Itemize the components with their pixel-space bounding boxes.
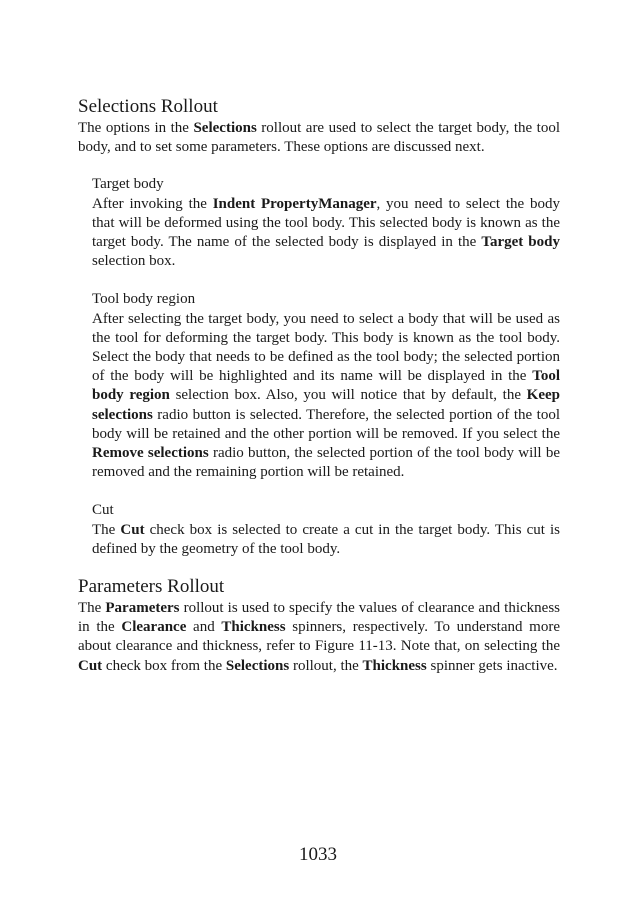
tool-body-region-paragraph <box>92 310 560 483</box>
text-run: radio button is selected. Therefore, the selected portion of the tool body will be retained and the other portion will be removed. If you select the <box>92 406 560 442</box>
page-content <box>78 95 560 676</box>
text-run: and <box>186 619 222 636</box>
target-body-paragraph <box>92 195 560 272</box>
bold-term: Parameters <box>105 600 180 617</box>
text-run: , you need to select the body that will be deformed using the tool body. This selected body is known as the target body. The name of the selected body is displayed in the <box>92 195 560 251</box>
target-body-subsection <box>92 175 560 559</box>
text-run: The <box>92 521 121 538</box>
bold-term: Cut <box>120 521 145 538</box>
text-run: rollout are used to select the target body, the tool body, and to set some parameters. These options are discussed next. <box>78 120 560 156</box>
text-run: After invoking the <box>92 195 213 212</box>
text-run: After selecting the target body, you need to select a body that will be used as the tool for deforming the target body. This body is known as the tool body. Select the body that needs to be defined as the tool body; the selected portion of the body will be highlighted and its name will be displayed in the <box>92 310 560 385</box>
cut-paragraph <box>92 521 560 559</box>
parameters-rollout-paragraph <box>78 599 560 676</box>
text-run: spinner gets inactive. <box>426 657 558 674</box>
bold-term: Selections <box>225 657 290 674</box>
tool-body-region-heading: Tool body region <box>92 291 196 308</box>
text-run: The options in the <box>78 120 194 136</box>
bold-term: Target body <box>481 234 560 251</box>
bold-term: Tool body region <box>92 368 560 404</box>
text-run: check box from the <box>102 657 226 674</box>
text-run: spinners, respectively. To understand more about clearance and thickness, refer to Figure 11-13. Note that, on selecting the <box>78 619 560 655</box>
text-run: The <box>78 600 106 617</box>
bold-term: Keep selections <box>92 387 560 423</box>
selections-rollout-heading: Selections Rollout <box>78 96 218 117</box>
text-run: rollout, the <box>289 657 363 674</box>
bold-term: Clearance <box>121 619 187 636</box>
target-body-heading: Target body <box>92 176 164 193</box>
text-run: rollout is used to specify the values of clearance and thickness in the <box>78 600 560 636</box>
page-number: 1033 <box>299 844 337 865</box>
bold-term: Indent PropertyManager <box>212 195 377 212</box>
text-run: check box is selected to create a cut in the target body. This cut is defined by the geometry of the tool body. <box>92 521 560 557</box>
text-run: selection box. <box>92 253 176 270</box>
bold-term: Cut <box>78 657 103 674</box>
text-run: radio button, the selected portion of the tool body will be removed and the remaining portion will be retained. <box>92 445 560 481</box>
bold-term: Thickness <box>362 657 427 674</box>
bold-term: Remove selections <box>92 445 209 462</box>
selections-rollout-intro <box>78 119 560 157</box>
bold-term: Selections <box>193 120 257 136</box>
bold-term: Thickness <box>221 619 286 636</box>
cut-heading: Cut <box>92 502 114 519</box>
parameters-rollout-heading: Parameters Rollout <box>78 576 225 598</box>
text-run: selection box. Also, you will notice that by default, the <box>169 387 527 404</box>
